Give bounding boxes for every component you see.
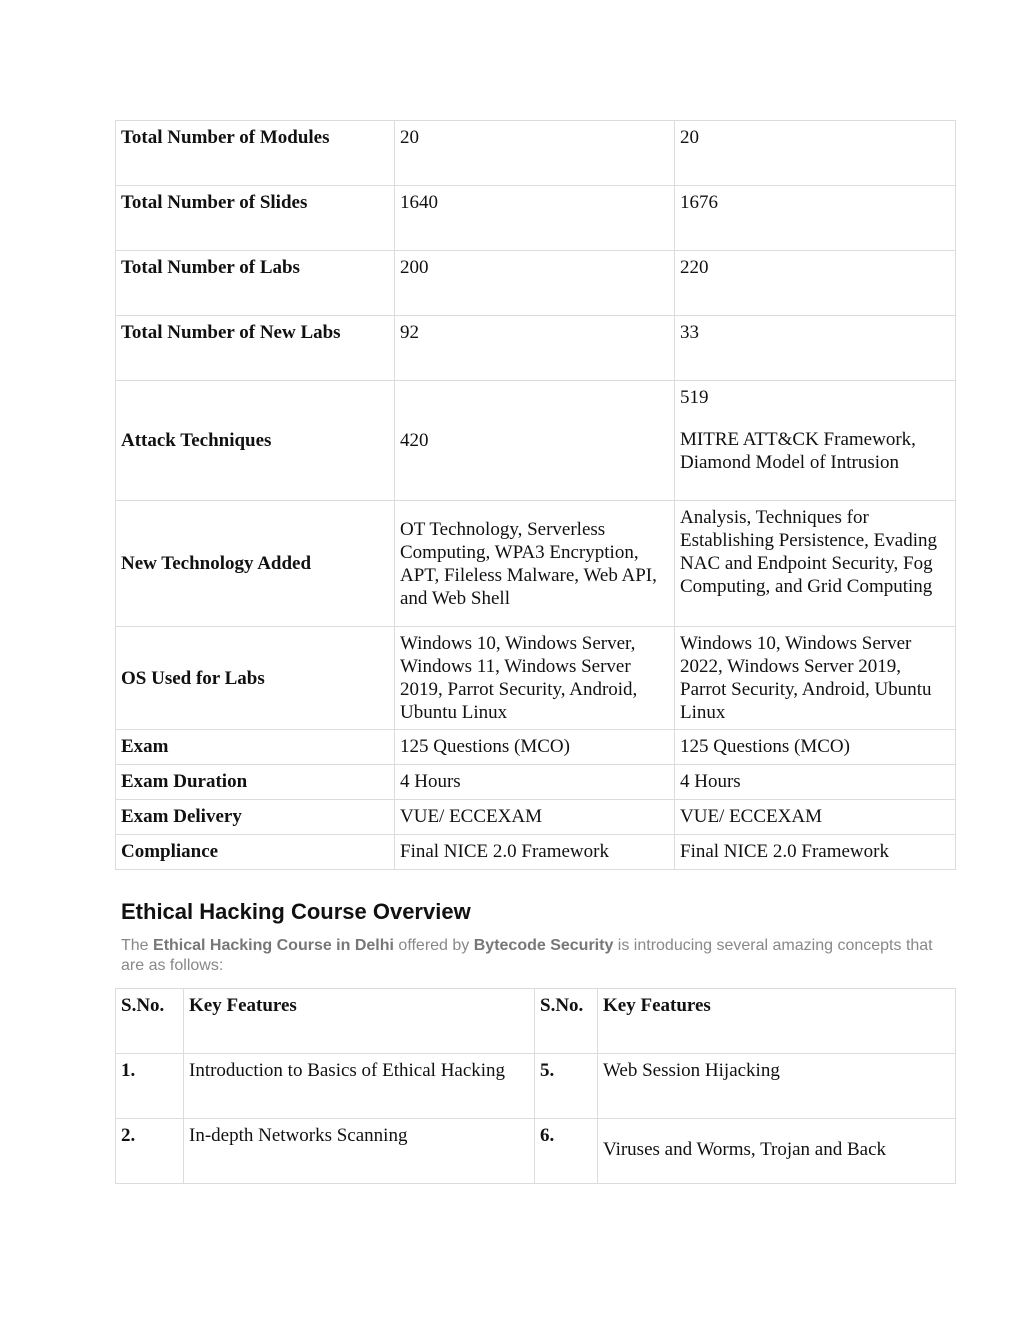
cell-value: VUE/ ECCEXAM (395, 800, 675, 835)
cell-value: 1676 (675, 186, 956, 251)
cell-value: Final NICE 2.0 Framework (395, 835, 675, 870)
row-label: Exam Duration (116, 765, 395, 800)
features-table (115, 988, 956, 1184)
intro-text: is introducing several amazing concepts that are as follows: (121, 937, 933, 974)
column-header: Key Features (598, 989, 956, 1054)
cell-value: Final NICE 2.0 Framework (675, 835, 956, 870)
cell-value: 220 (675, 251, 956, 316)
row-label: Compliance (116, 835, 395, 870)
table-row (116, 627, 956, 730)
intro-text: The (121, 937, 154, 954)
cell-value: 33 (675, 316, 956, 381)
table-row (116, 251, 956, 316)
serial-number: 2. (116, 1119, 184, 1184)
row-label: Total Number of New Labs (116, 316, 395, 381)
cell-value: 420 (395, 381, 675, 501)
table-row (116, 1119, 956, 1184)
cell-value (675, 381, 956, 501)
table-row (116, 1054, 956, 1119)
table-row (116, 501, 956, 627)
feature-text: Web Session Hijacking (598, 1054, 956, 1119)
table-row (116, 121, 956, 186)
row-label: Attack Techniques (116, 381, 395, 501)
serial-number: 1. (116, 1054, 184, 1119)
cell-value: Windows 10, Windows Server, Windows 11, Windows Server 2019, Parrot Security, Android, Ubuntu Linux (395, 627, 675, 730)
cell-value: 4 Hours (675, 765, 956, 800)
column-header: S.No. (535, 989, 598, 1054)
cell-value-extra: MITRE ATT&CK Framework, Diamond Model of Intrusion (680, 429, 916, 473)
row-label: Exam (116, 730, 395, 765)
table-row (116, 186, 956, 251)
course-name: Ethical Hacking Course in Delhi (153, 937, 394, 954)
serial-number: 5. (535, 1054, 598, 1119)
cell-value: 20 (675, 121, 956, 186)
cell-value: OT Technology, Serverless Computing, WPA3 Encryption, APT, Fileless Malware, Web API, and Web Shell (395, 501, 675, 627)
table-header-row (116, 989, 956, 1054)
cell-value: 125 Questions (MCO) (395, 730, 675, 765)
cell-value: 92 (395, 316, 675, 381)
row-label: New Technology Added (116, 501, 395, 627)
cell-value: 125 Questions (MCO) (675, 730, 956, 765)
table-row (116, 765, 956, 800)
row-label: OS Used for Labs (116, 627, 395, 730)
cell-value: 4 Hours (395, 765, 675, 800)
serial-number: 6. (535, 1119, 598, 1184)
row-label: Exam Delivery (116, 800, 395, 835)
column-header: S.No. (116, 989, 184, 1054)
cell-value: VUE/ ECCEXAM (675, 800, 956, 835)
cell-value-main: 519 (680, 387, 709, 408)
intro-text: offered by (393, 937, 474, 954)
cell-value: 1640 (395, 186, 675, 251)
cell-value: Windows 10, Windows Server 2022, Windows Server 2019, Parrot Security, Android, Ubuntu Linux (675, 627, 956, 730)
table-row (116, 316, 956, 381)
table-row (116, 730, 956, 765)
brand-name: Bytecode Security (473, 937, 614, 954)
feature-text (598, 1119, 956, 1184)
table-row (116, 381, 956, 501)
row-label: Total Number of Modules (116, 121, 395, 186)
comparison-table (115, 120, 956, 870)
row-label: Total Number of Labs (116, 251, 395, 316)
table-row (116, 835, 956, 870)
cell-value: 200 (395, 251, 675, 316)
column-header: Key Features (184, 989, 535, 1054)
cell-value: Analysis, Techniques for Establishing Persistence, Evading NAC and Endpoint Security, Fog Computing, and Grid Computing (675, 501, 956, 627)
section-heading: Ethical Hacking Course Overview (121, 899, 471, 924)
table-row (116, 800, 956, 835)
row-label: Total Number of Slides (116, 186, 395, 251)
feature-text: In-depth Networks Scanning (184, 1119, 535, 1184)
feature-text-inner: Viruses and Worms, Trojan and Back (603, 1139, 887, 1160)
cell-value: 20 (395, 121, 675, 186)
feature-text: Introduction to Basics of Ethical Hacking (184, 1054, 535, 1119)
intro-paragraph (121, 936, 941, 976)
